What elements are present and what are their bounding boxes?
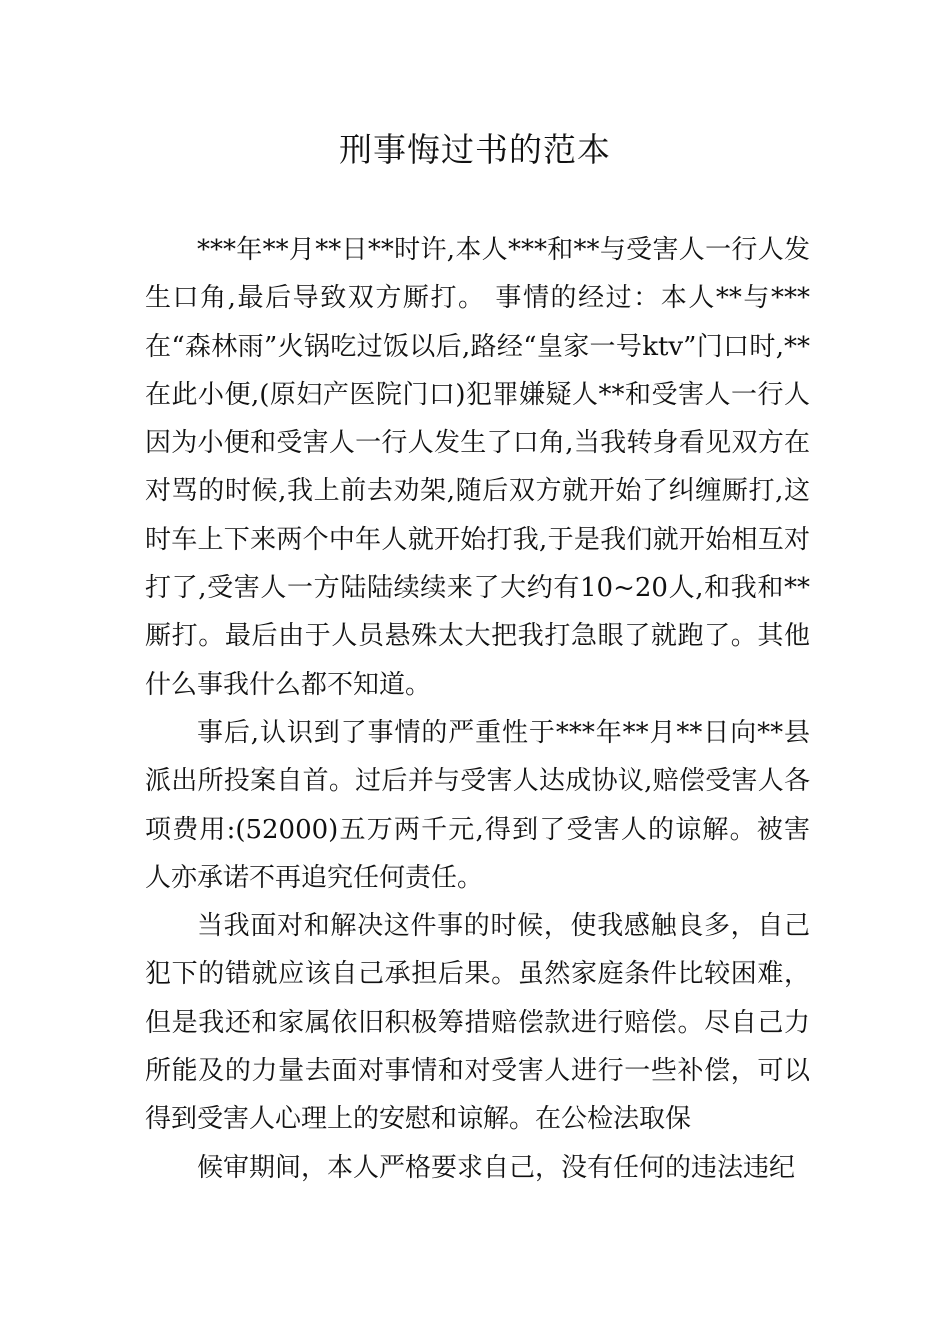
- paragraph-incident: ***年**月**日**时许,本人***和**与受害人一行人发生口角,最后导致双方厮打。 事情的经过：本人**与***在“森林雨”火锅吃过饭以后,路经“皇家一号ktv”门口时,**在此小便,(原妇产医院门口)犯罪嫌疑人**和受害人一行人因为小便和受害人一行人发生了口角,当我转身看见双方在对骂的时候,我上前去劝架,随后双方就开始了纠缠厮打,这时车上下来两个中年人就开始打我,于是我们就开始相互对打了,受害人一方陆陆续续来了大约有10~20人,和我和**厮打。最后由于人员悬殊太大把我打急眼了就跑了。其他什么事我什么都不知道。: [145, 235, 810, 700]
- document-title: 刑事悔过书的范本: [339, 130, 611, 169]
- paragraph-surrender: 事后,认识到了事情的严重性于***年**月**日向**县派出所投案自首。过后并与受害人达成协议,赔偿受害人各项费用:(52000)五万两千元,得到了受害人的谅解。被害人亦承诺不再追究任何责任。: [145, 717, 810, 893]
- paragraph-reflection: 当我面对和解决这件事的时候，使我感触良多，自己犯下的错就应该自己承担后果。虽然家庭条件比较困难，但是我还和家属依旧积极筹措赔偿款进行赔偿。尽自己力所能及的力量去面对事情和对受害人进行一些补偿，可以得到受害人心理上的安慰和谅解。在公检法取保: [145, 911, 810, 1135]
- paragraph-bail-period: 候审期间，本人严格要求自己，没有任何的违法违纪: [197, 1152, 796, 1183]
- document-body: [145, 226, 810, 1192]
